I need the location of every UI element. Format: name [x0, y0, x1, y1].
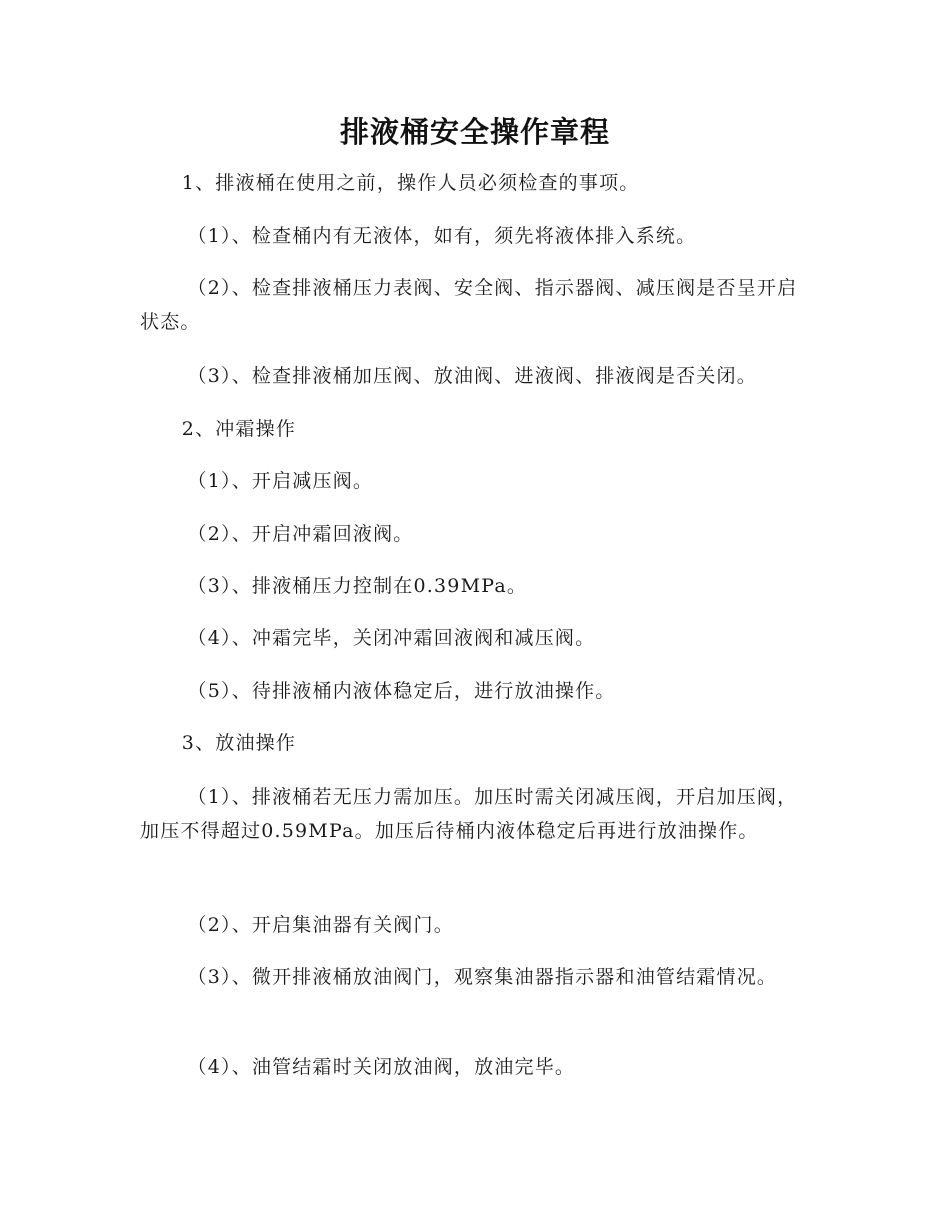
- paragraph-item-3-4: （4）、油管结霜时关闭放油阀，放油完毕。: [187, 1056, 576, 1078]
- paragraph-item-2-3: （3）、排液桶压力控制在0.39MPa。: [187, 575, 528, 597]
- paragraph-section-3: 3、放油操作: [181, 732, 297, 754]
- paragraph-item-2-5: （5）、待排液桶内液体稳定后，进行放油操作。: [187, 680, 616, 702]
- paragraph-section-1: 1、排液桶在使用之前，操作人员必须检查的事项。: [181, 172, 640, 194]
- paragraph-item-2-4: （4）、冲霜完毕，关闭冲霜回液阀和减压阀。: [187, 627, 596, 649]
- paragraph-item-1-2: （2）、检查排液桶压力表阀、安全阀、指示器阀、减压阀是否呈开启状态。: [140, 277, 798, 333]
- document-title: 排液桶安全操作章程: [339, 115, 610, 149]
- paragraph-item-3-1: （1）、排液桶若无压力需加压。加压时需关闭减压阀，开启加压阀，加压不得超过0.59MPa。加压后待桶内液体稳定后再进行放油操作。: [140, 786, 798, 842]
- paragraph-item-1-1: （1）、检查桶内有无液体，如有，须先将液体排入系统。: [187, 225, 697, 247]
- paragraph-item-2-1: （1）、开启减压阀。: [187, 470, 374, 492]
- paragraph-section-2: 2、冲霜操作: [181, 418, 297, 440]
- paragraph-item-3-2: （2）、开启集油器有关阀门。: [187, 914, 454, 936]
- paragraph-item-1-3: （3）、检查排液桶加压阀、放油阀、进液阀、排液阀是否关闭。: [187, 365, 757, 387]
- paragraph-item-2-2: （2）、开启冲霜回液阀。: [187, 523, 414, 545]
- paragraph-item-3-3: （3）、微开排液桶放油阀门，观察集油器指示器和油管结霜情况。: [187, 966, 778, 988]
